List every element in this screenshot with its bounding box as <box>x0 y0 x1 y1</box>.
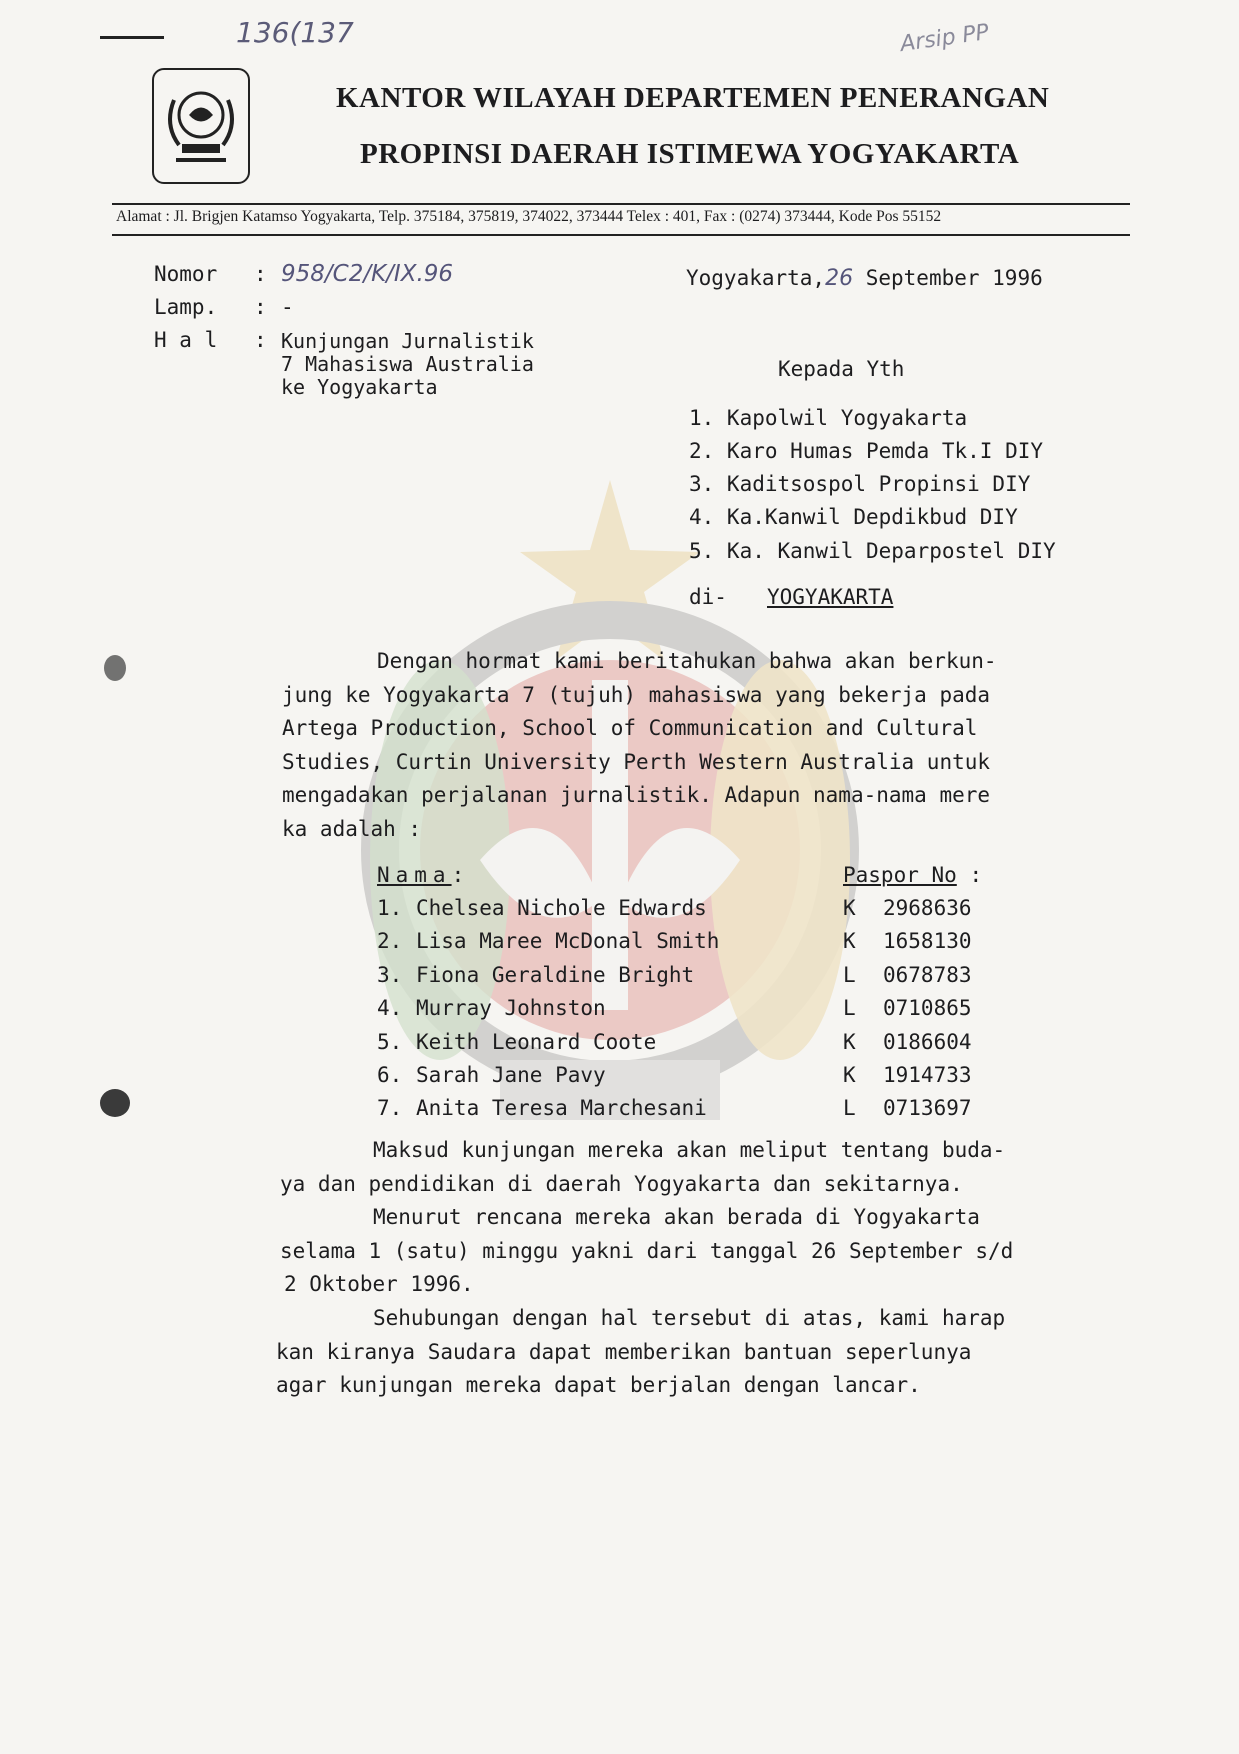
student-name: Sarah Jane Pavy <box>416 1063 606 1087</box>
body-line: Sehubungan dengan hal tersebut di atas, kami harap <box>373 1306 1006 1330</box>
body-line: kan kiranya Saudara dapat memberikan bantuan seperlunya <box>276 1339 972 1364</box>
passport-number: 1658130 <box>883 929 972 953</box>
body-line: Dengan hormat kami beritahukan bahwa akan berkun- <box>377 649 997 673</box>
row-number: 3. <box>377 963 403 987</box>
body-line: jung ke Yogyakarta 7 (tujuh) mahasiswa yang bekerja pada <box>282 682 991 707</box>
student-name: Keith Leonard Coote <box>416 1030 657 1054</box>
row-number: 2. <box>377 929 403 953</box>
body-line: agar kunjungan mereka dapat berjalan dengan lancar. <box>276 1373 921 1397</box>
body-line: Artega Production, School of Communication and Cultural <box>282 716 978 740</box>
passport-number: 0713697 <box>883 1096 972 1120</box>
body-line: mengadakan perjalanan jurnalistik. Adapun nama-nama mere <box>282 783 991 807</box>
table-header-passport <box>843 859 982 892</box>
body-line: ya dan pendidikan di daerah Yogyakarta dan sekitarnya. <box>280 1171 963 1196</box>
passport-letter: K <box>843 1030 856 1054</box>
col-name-colon: : <box>451 863 471 887</box>
letterhead-address: Alamat : Jl. Brigjen Katamso Yogyakarta, Telp. 375184, 375819, 374022, 373444 Telex : 401, Fax : (0274) 373444, Kode Pos 55152 <box>116 208 942 225</box>
row-number: 1. <box>377 896 403 920</box>
recipient-heading: Kepada Yth <box>778 357 905 381</box>
passport-letter: K <box>843 1063 856 1087</box>
table-header-name <box>377 859 470 892</box>
student-name: Chelsea Nichole Edwards <box>416 896 707 920</box>
hal-label: H a l <box>154 328 218 352</box>
recipient-item: 3. Kaditsospol Propinsi DIY <box>689 472 1031 496</box>
passport-number: 0186604 <box>883 1030 972 1054</box>
nomor-colon: : <box>254 262 267 286</box>
student-name: Murray Johnston <box>416 996 606 1020</box>
hal-line: ke Yogyakarta <box>281 375 438 399</box>
row-number: 5. <box>377 1030 403 1054</box>
body-paragraph-1 <box>282 645 997 846</box>
body-line: ka adalah : <box>282 816 422 841</box>
student-name: Anita Teresa Marchesani <box>416 1096 707 1120</box>
recipient-item: 1. Kapolwil Yogyakarta <box>689 406 968 430</box>
letter-date <box>686 262 1043 295</box>
student-name: Fiona Geraldine Bright <box>416 963 695 987</box>
col-passport-colon: : <box>969 863 983 887</box>
passport-number: 2968636 <box>883 896 972 920</box>
body-line: Maksud kunjungan mereka akan meliput tentang buda- <box>373 1138 1006 1162</box>
punch-hole-bottom <box>100 1089 130 1117</box>
letterhead-title-line2: PROPINSI DAERAH ISTIMEWA YOGYAKARTA <box>360 138 1020 170</box>
hal-subject <box>281 330 534 399</box>
department-logo <box>152 68 250 184</box>
handwritten-archive-note: Arsip PP <box>898 19 991 58</box>
lamp-label: Lamp. <box>154 295 218 319</box>
nomor-label: Nomor <box>154 262 218 286</box>
body-paragraph-4 <box>276 1302 1005 1403</box>
passport-letter: L <box>843 996 856 1020</box>
row-number: 4. <box>377 996 403 1020</box>
date-place: Yogyakarta, <box>686 266 826 290</box>
col-passport-label: Paspor No <box>843 863 957 887</box>
col-name-label: Nama <box>377 863 452 887</box>
handwritten-number: 136(137 <box>236 16 354 49</box>
body-paragraph-3 <box>280 1201 1013 1302</box>
body-line: Menurut rencana mereka akan berada di Yogyakarta <box>373 1205 980 1229</box>
student-name: Lisa Maree McDonal Smith <box>416 929 720 953</box>
passport-letter: L <box>843 963 856 987</box>
lamp-value: - <box>281 295 294 319</box>
nomor-value: 958/C2/K/IX.96 <box>281 261 454 287</box>
emblem-icon <box>154 70 248 182</box>
body-line: 2 Oktober 1996. <box>284 1272 474 1296</box>
letterhead-rule-top <box>112 203 1130 205</box>
body-line: Studies, Curtin University Perth Western Australia untuk <box>282 749 991 774</box>
top-line-mark <box>100 36 164 39</box>
passport-letter: L <box>843 1096 856 1120</box>
lamp-colon: : <box>254 295 267 319</box>
row-number: 6. <box>377 1063 403 1087</box>
passport-letter: K <box>843 896 856 920</box>
passport-letter: K <box>843 929 856 953</box>
recipient-item: 4. Ka.Kanwil Depdikbud DIY <box>689 505 1018 529</box>
letterhead-rule-bottom <box>112 234 1130 236</box>
recipient-item: 2. Karo Humas Pemda Tk.I DIY <box>689 439 1044 463</box>
recipient-city: YOGYAKARTA <box>767 585 894 609</box>
body-paragraph-2 <box>280 1134 1005 1201</box>
row-number: 7. <box>377 1096 403 1120</box>
body-line: selama 1 (satu) minggu yakni dari tanggal 26 September s/d <box>280 1238 1014 1263</box>
hal-colon: : <box>254 328 267 352</box>
hal-line: 7 Mahasiswa Australia <box>281 352 534 376</box>
recipient-di: di- <box>689 585 727 609</box>
letterhead-title-line1: KANTOR WILAYAH DEPARTEMEN PENERANGAN <box>336 82 1050 114</box>
date-month-year: September 1996 <box>865 266 1043 290</box>
passport-number: 0678783 <box>883 963 972 987</box>
passport-number: 0710865 <box>883 996 972 1020</box>
hal-line: Kunjungan Jurnalistik <box>281 329 534 353</box>
date-day: 26 <box>825 266 854 291</box>
recipient-item: 5. Ka. Kanwil Deparpostel DIY <box>689 539 1056 563</box>
passport-number: 1914733 <box>883 1063 972 1087</box>
punch-hole-top <box>104 655 126 681</box>
